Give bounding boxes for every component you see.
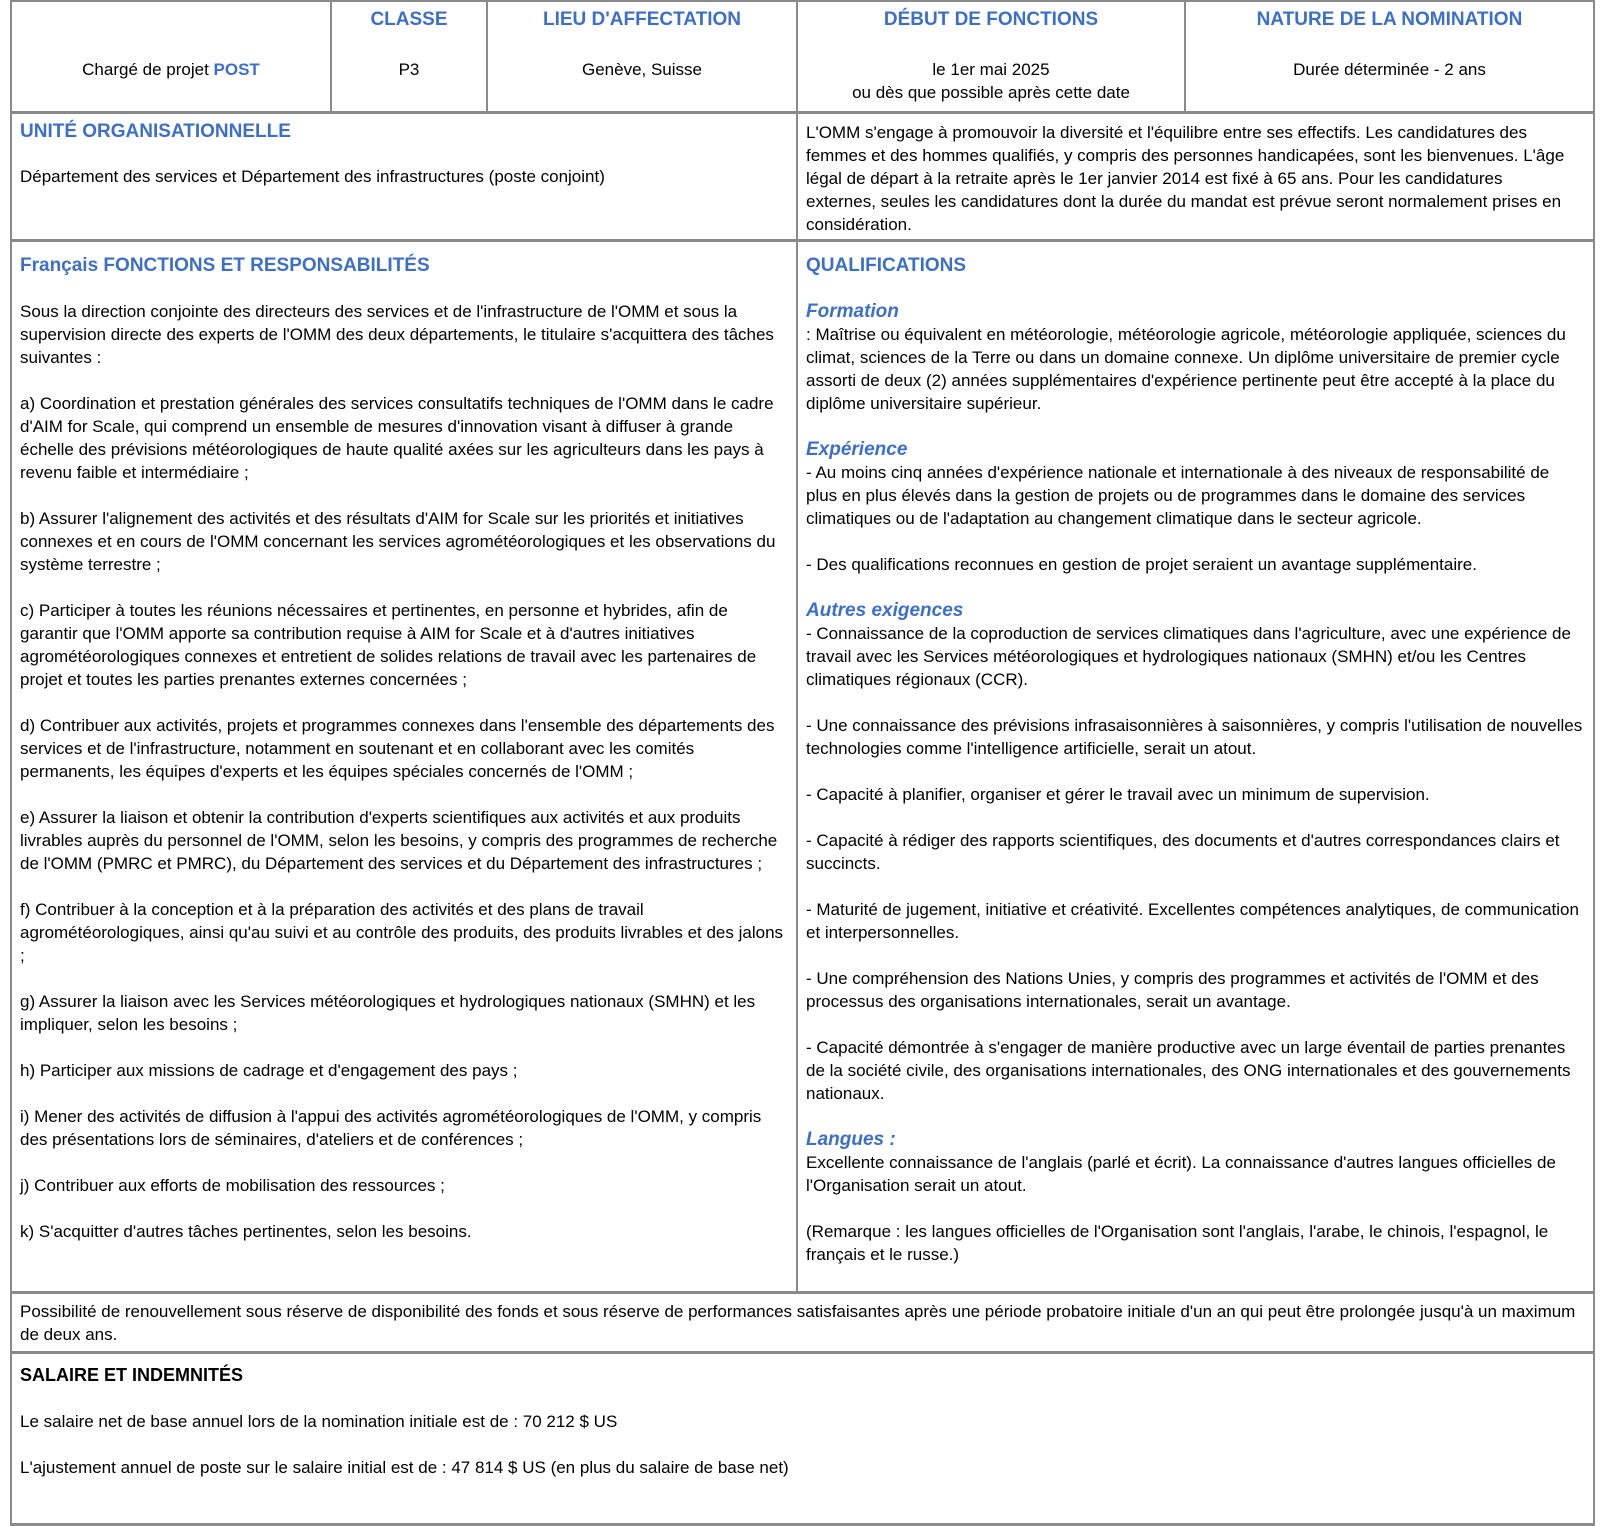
classe-label: CLASSE: [370, 9, 448, 30]
job-description-document: [10, 0, 1595, 1526]
header-row: [12, 0, 1593, 114]
debut-line1: le 1er mai 2025: [932, 60, 1050, 79]
experience-item-2: - Des qualifications reconnues en gestion de projet seraient un avantage supplémentaire.: [806, 555, 1477, 574]
renewal-row: [12, 1294, 1593, 1354]
function-item-k: k) S'acquitter d'autres tâches pertinentes, selon les besoins.: [20, 1222, 472, 1241]
autres-label: Autres exigences: [806, 600, 964, 621]
unit-cell: [12, 114, 798, 239]
job-title-cell: [12, 2, 332, 111]
salary-label: SALAIRE ET INDEMNITÉS: [20, 1365, 244, 1385]
diversity-cell: [798, 114, 1593, 239]
debut-line2: ou dès que possible après cette date: [852, 83, 1130, 102]
functions-intro: Sous la direction conjointe des directeurs des services et de l'infrastructure de l'OMM et sous la supervision directe des experts de l'OMM des deux départements, le titulaire s'acquittera des tâches suivantes :: [20, 302, 774, 367]
nature-value: Durée déterminée - 2 ans: [1293, 60, 1486, 79]
function-item-c: c) Participer à toutes les réunions nécessaires et pertinentes, en personne et hybrides, afin de garantir que l'OMM apporte sa contribution requise à AIM for Scale et à d'autres initiatives agrométéorologiques connexes et entretient de solides relations de travail avec les partenaires de projet et toutes les parties prenantes externes concernées ;: [20, 601, 757, 689]
job-title-post: POST: [213, 60, 260, 79]
salary-cell: [12, 1354, 1593, 1523]
autres-item-2: - Une connaissance des prévisions infrasaisonnières à saisonnières, y compris l'utilisation de nouvelles technologies comme l'intelligence artificielle, serait un atout.: [806, 716, 1583, 758]
formation-label: Formation: [806, 301, 899, 322]
classe-value: P3: [398, 60, 420, 79]
autres-item-4: - Capacité à rédiger des rapports scientifiques, des documents et d'autres correspondances clairs et succincts.: [806, 831, 1560, 873]
experience-label: Expérience: [806, 439, 908, 460]
qualifications-cell: [798, 242, 1593, 1291]
formation-text: : Maîtrise ou équivalent en météorologie, météorologie agricole, météorologie appliquée, sciences du climat, sciences de la Terre ou dans un domaine connexe. Un diplôme universitaire de premier cycle assorti de deux (2) années supplémentaires d'expérience pertinente peut être accepté à la place du diplôme universitaire supérieur.: [806, 325, 1566, 413]
function-item-i: i) Mener des activités de diffusion à l'appui des activités agrométéorologiques de l'OMM, y compris des présentations lors de séminaires, d'ateliers et de conférences ;: [20, 1107, 762, 1149]
langues-item-1: Excellente connaissance de l'anglais (parlé et écrit). La connaissance d'autres langues officielles de l'Organisation serait un atout.: [806, 1153, 1556, 1195]
unit-row: [12, 114, 1593, 242]
function-item-b: b) Assurer l'alignement des activités et des résultats d'AIM for Scale sur les priorités et initiatives connexes et en cours de l'OMM concernant les services agrométéorologiques et les observations du système terrestre ;: [20, 509, 776, 574]
debut-cell: [798, 2, 1186, 111]
lieu-label: LIEU D'AFFECTATION: [542, 9, 741, 30]
function-item-g: g) Assurer la liaison avec les Services météorologiques et hydrologiques nationaux (SMHN) et les impliquer, selon les besoins ;: [20, 992, 756, 1034]
function-item-f: f) Contribuer à la conception et à la préparation des activités et des plans de travail agrométéorologiques, ainsi qu'au suivi et au contrôle des produits, des produits livrables et des jalons ;: [20, 900, 784, 965]
function-item-e: e) Assurer la liaison et obtenir la contribution d'experts scientifiques aux activités et aux produits livrables auprès du personnel de l'OMM, selon les besoins, y compris des programmes de recherche de l'OMM (PMRC et PMRC), du Département des services et du Département des infrastructures ;: [20, 808, 778, 873]
debut-label: DÉBUT DE FONCTIONS: [883, 9, 1099, 30]
salary-line1: Le salaire net de base annuel lors de la nomination initiale est de : 70 212 $ US: [20, 1412, 618, 1431]
unit-value: Département des services et Département des infrastructures (poste conjoint): [20, 167, 605, 186]
main-row: [12, 242, 1593, 1294]
diversity-text: L'OMM s'engage à promouvoir la diversité et l'équilibre entre ses effectifs. Les candidatures des femmes et des hommes qualifiés, y compris des personnes handicapées, sont les bienvenues. L'âge légal de départ à la retraite après le 1er janvier 2014 est fixé à 65 ans. Pour les candidatures externes, seules les candidatures dont la durée du mandat est prévue seront normalement prises en considération.: [806, 123, 1565, 234]
renewal-cell: [12, 1294, 1593, 1351]
lieu-value: Genève, Suisse: [581, 60, 702, 79]
autres-item-6: - Une compréhension des Nations Unies, y compris des programmes et activités de l'OMM et des processus des organisations internationales, serait un avantage.: [806, 969, 1539, 1011]
salary-line2: L'ajustement annuel de poste sur le salaire initial est de : 47 814 $ US (en plus du salaire de base net): [20, 1458, 789, 1477]
function-item-j: j) Contribuer aux efforts de mobilisation des ressources ;: [20, 1176, 445, 1195]
job-title: [12, 58, 330, 81]
function-item-h: h) Participer aux missions de cadrage et d'engagement des pays ;: [20, 1061, 518, 1080]
langues-item-2: (Remarque : les langues officielles de l'Organisation sont l'anglais, l'arabe, le chinois, l'espagnol, le français et le russe.): [806, 1222, 1549, 1264]
experience-item-1: - Au moins cinq années d'expérience nationale et internationale à des niveaux de responsabilité de plus en plus élevés dans la gestion de projets ou de programmes dans le domaine des services climatiques ou de l'adaptation au changement climatique dans le secteur agricole.: [806, 463, 1550, 528]
classe-cell: [332, 2, 488, 111]
nature-label: NATURE DE LA NOMINATION: [1256, 9, 1523, 30]
autres-item-5: - Maturité de jugement, initiative et créativité. Excellentes compétences analytiques, de communication et interpersonnelles.: [806, 900, 1579, 942]
qualifications-label: QUALIFICATIONS: [806, 255, 967, 276]
function-item-d: d) Contribuer aux activités, projets et programmes connexes dans l'ensemble des départements des services et de l'infrastructure, notamment en soutenant et en collaborant avec les comités permanents, les équipes d'experts et les équipes spéciales concernés de l'OMM ;: [20, 716, 775, 781]
functions-cell: [12, 242, 798, 1291]
functions-label: Français FONCTIONS ET RESPONSABILITÉS: [20, 255, 430, 276]
autres-item-3: - Capacité à planifier, organiser et gérer le travail avec un minimum de supervision.: [806, 785, 1430, 804]
function-item-a: a) Coordination et prestation générales des services consultatifs techniques de l'OMM dans le cadre d'AIM for Scale, qui comprend un ensemble de mesures d'innovation visant à diffuser à grande échelle des prévisions météorologiques de haute qualité axées sur les agriculteurs dans les pays à revenu faible et intermédiaire ;: [20, 394, 774, 482]
renewal-text: Possibilité de renouvellement sous réserve de disponibilité des fonds et sous réserve de performances satisfaisantes après une période probatoire initiale d'un an qui peut être prolongée jusqu'à un maximum de deux ans.: [20, 1302, 1576, 1344]
job-title-prefix: Chargé de projet: [82, 60, 209, 79]
nature-cell: [1186, 2, 1593, 111]
salary-row: [12, 1354, 1593, 1526]
unit-label: UNITÉ ORGANISATIONNELLE: [20, 121, 291, 142]
langues-label: Langues :: [806, 1129, 896, 1150]
autres-item-7: - Capacité démontrée à s'engager de manière productive avec un large éventail de parties prenantes de la société civile, des organisations internationales, des ONG internationales et des gouvernements nationaux.: [806, 1038, 1571, 1103]
autres-item-1: - Connaissance de la coproduction de services climatiques dans l'agriculture, avec une expérience de travail avec les Services météorologiques et hydrologiques nationaux (SMHN) et/ou les Centres climatiques régionaux (CCR).: [806, 624, 1571, 689]
lieu-cell: [488, 2, 798, 111]
